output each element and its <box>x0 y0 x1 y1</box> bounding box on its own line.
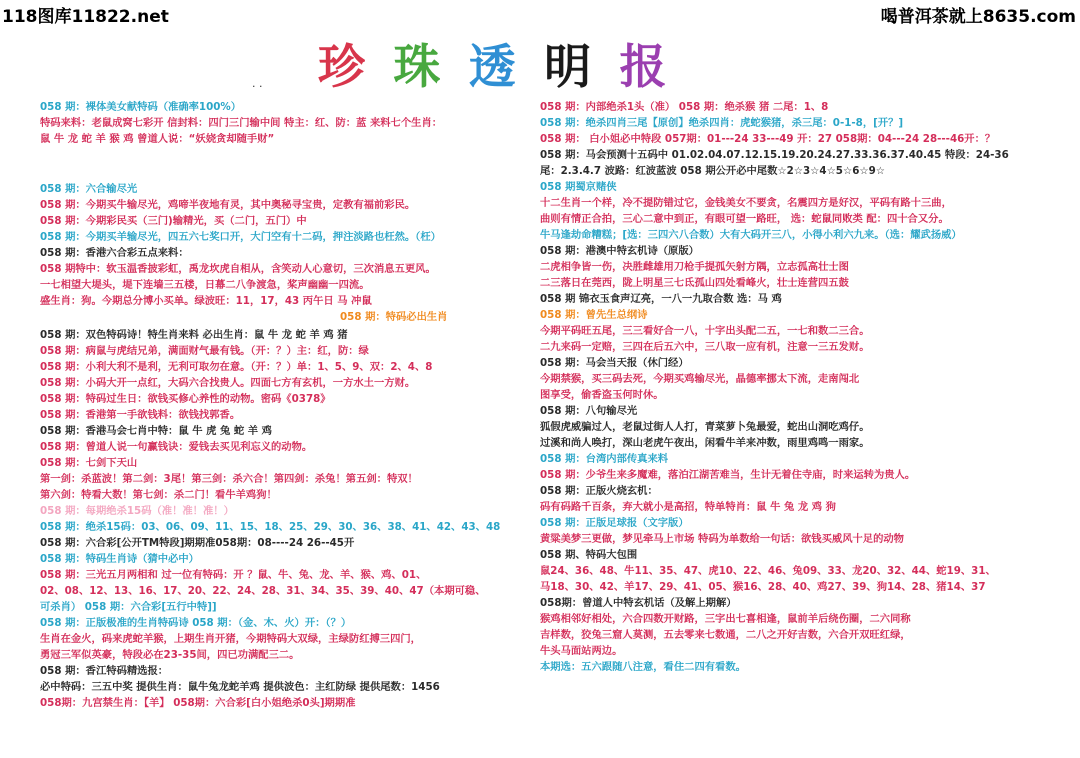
title-char: 透 <box>468 40 522 95</box>
text-line: 058 期：双色特码诗！特生肖来料 必出生肖：鼠 牛 龙 蛇 羊 鸡 猪 <box>40 329 348 341</box>
decorative-dots: . . <box>252 77 263 90</box>
title-char: 珍 <box>318 40 371 95</box>
text-line: 058 期：七剑下天山 <box>40 457 138 469</box>
text-line: 058 期：今期买羊输尽光，四五六七奖口开，大门空有十二码，押注淡路也枉然。（枉） <box>40 231 441 243</box>
text-line: 058 期、特码大包围 <box>540 549 638 561</box>
text-line: 吉样数，狡兔三窟人莫测，五去零来七数通，二八之开好吉数，六合开双旺红绿， <box>540 629 911 641</box>
text-line: 马18、30、42、羊17、29、41、05、猴16、28、40、鸡27、39、狗14、28、猪14、37 <box>540 581 986 593</box>
text-line: 黄粱美梦三更做，梦见牵马上市场 特码为单数给一句话：欲钱买威风十足的动物 <box>540 533 904 545</box>
text-line: 曲则有情正合拍，三心二意中到正，有眼可望一路旺， 选：蛇鼠同败类 配：四十合又分。 <box>540 213 949 225</box>
text-line: 058 期：正版极准的生肖特码诗 058 期：（金、木、火）开：（？） <box>40 617 352 629</box>
text-line: 第一剑：杀蓝波！第二剑：3尾！第三剑：杀六合！第四剑：杀兔！第五剑：特双！ <box>40 473 418 485</box>
text-line: 058 期：香江特码精选报： <box>40 665 169 677</box>
watermark-right: 喝普洱茶就上8635.com <box>880 7 1076 27</box>
text-line: 必中特码：三五中奖 提供生肖：鼠牛兔龙蛇羊鸡 提供波色：主红防绿 提供尾数：1456 <box>40 681 440 693</box>
text-line: 狐假虎威骗过人，老鼠过街人人打，青菜萝卜兔最爱，蛇出山洞吃鸡仔。 <box>540 421 870 433</box>
text-line: 图享受，偷香盗玉何时休。 <box>540 389 664 401</box>
text-line: 鼠24、36、48、牛11、35、47、虎10、22、46、兔09、33、龙20、32、44、蛇19、31、 <box>540 565 996 577</box>
text-line: 058 期：三光五月两相和 过一位有特码：开 ？鼠、牛、兔、龙、羊、猴、鸡、01、 <box>40 569 427 581</box>
text-line: 058 期： 白小姐必中特段 057期：01---24 33---49 开：27 058期：04---24 28---46开：？ <box>540 133 996 145</box>
text-line: 鼠 牛 龙 蛇 羊 猴 鸡 曾道人说：“妖娆贪却随手财” <box>40 133 275 145</box>
text-line: 058 期：曾道人说一句赢钱诀：爱钱去买见利忘义的动物。 <box>40 441 313 453</box>
text-line: 生肖在金火，码来虎蛇羊猴，上期生肖开猪，今期特码大双绿，主绿防红搏三四门， <box>40 633 421 645</box>
text-line: 过溪和尚人唤打，深山老虎午夜出，闲看牛羊来冲数，雨里鸡鸣一雨家。 <box>540 437 870 449</box>
text-line: 058 期特中：软玉温香披彩虹，禹龙坎虎自相从，含笑动人心意切，三次消息五更风。 <box>40 263 436 275</box>
text-line: 058 期：香港第一手欲钱料：欲钱找郭香。 <box>40 409 241 421</box>
text-line: 058 期：绝杀15码：03、06、09、11、15、18、25、29、30、36、38、41、42、43、48 <box>40 521 501 533</box>
text-line: 码有码路千百条，弃大就小是高招，特单特肖：鼠 牛 兔 龙 鸡 狗 <box>540 501 836 513</box>
title-char: 明 <box>544 40 598 95</box>
title-char: 珠 <box>393 40 447 95</box>
text-line: 猴鸡相邻好相处，六合四数开财路，三字出七喜相逢，鼠前羊后绕伤圈，二六同称 <box>540 613 911 625</box>
text-line: 058 期：少爷生来多魔难，落泊江湖苦难当，生计无着住寺庙，时来运转为贵人。 <box>540 469 916 481</box>
text-line: 058 期：小码大开一点红，大码六合找贵人。四面七方有玄机，一方水土一方财。 <box>40 377 416 389</box>
text-line: 058 期：特码过生日：欲钱买修心养性的动物。密码《0378》 <box>40 393 331 405</box>
text-line: 058 期 锦衣玉食声辽亮，一八一九取合数 选：马 鸡 <box>540 293 782 305</box>
watermark-left: 118图库11822.net <box>2 7 169 27</box>
text-line: 058 期：每期绝杀15码（准！准！准！） <box>40 505 234 517</box>
title-char: 报 <box>619 40 673 95</box>
text-line: 058 期：绝杀四肖三尾【原创】绝杀四肖：虎蛇猴猪，杀三尾：0-1-8，[开？] <box>540 117 904 129</box>
text-line: 058 期：今期买牛输尽光，鸡啼半夜地有灵，其中奥秘寻宝贵，定教有福前彩民。 <box>40 199 416 211</box>
text-line: 今期平码旺五尾，三三看好合一八，十字出头配二五，一七和数二三合。 <box>540 325 870 337</box>
text-line: 058 期：今期彩民买（三门)输精光，买（二门，五门）中 <box>40 215 307 227</box>
text-line: 058期：曾道人中特玄机话（及解上期解） <box>540 597 737 609</box>
text-line: 058 期：特码必出生肖 <box>340 311 448 323</box>
text-line: 058 期：裸体美女献特码（准确率100%） <box>40 101 242 113</box>
text-line: 058 期：香港六合彩五点来料： <box>40 247 189 259</box>
text-line: 058 期：小利大利不是利，无利可取勿在意。（开：？）单：1、5、9、双：2、4、8 <box>40 361 433 373</box>
text-line: 02、08、12、13、16、17、20、22、24、28、31、34、35、39、40、47（本期可稳、 <box>40 585 486 597</box>
text-line: 可杀肖） 058 期：六合彩[五行中特]] <box>40 601 217 613</box>
text-line: 058 期：八句输尽光 <box>540 405 638 417</box>
text-line: 第六剑：特看大数！第七剑：杀二门！看牛羊鸡狗！ <box>40 489 277 501</box>
text-line: 058 期：正版火烧玄机： <box>540 485 658 497</box>
text-line: 058 期：曾先生总纲诗 <box>540 309 648 321</box>
text-line: 牛马逢劫命糟糕；[选：三四六八合数）大有大码开三八，小得小利六九来。（选：耀武扬威） <box>540 229 962 241</box>
text-line: 二虎相争皆一伤，决胜雌雄用刀枪手提孤矢射方隅，立志孤高壮士图 <box>540 261 849 273</box>
text-line: 058 期：马会预测十五码中 01.02.04.07.12.15.19.20.24.27.33.36.37.40.45 特段：24-36 <box>540 149 1009 161</box>
text-line: 一七相望大堤头，堤下连墙三五楼，日幕二八争渡急，桨声幽幽一四流。 <box>40 279 370 291</box>
page-title <box>318 30 673 97</box>
text-line: 盛生肖：狗。今期总分博小买单。绿波旺：11，17，43 丙午日 马 冲鼠 <box>40 295 372 307</box>
text-line: 058期：九宫禁生肖：【羊】 058期：六合彩[白小姐绝杀0头]期期准 <box>40 697 356 709</box>
text-line: 058 期：台湾内部传真来料 <box>540 453 669 465</box>
text-line: 本期选：五六跟随八注意，看住二四有看数。 <box>540 661 746 673</box>
text-line: 058 期：香港马会七肖中特：鼠 牛 虎 兔 蛇 羊 鸡 <box>40 425 272 437</box>
text-line: 058 期：六合彩[公开TM特段]期期准058期：08----24 26--45开 <box>40 537 355 549</box>
text-line: 牛头马面站两边。 <box>540 645 623 657</box>
text-line: 二三落日在莞西，陇上明星三七氐孤山四处看峰火，壮士连营四五鼓 <box>540 277 849 289</box>
text-line: 058 期：特码生肖诗（猜中必中） <box>40 553 199 565</box>
text-line: 058 期：病鼠与虎结兄弟，满面财气最有钱。（开：？）主：红，防：绿 <box>40 345 369 357</box>
text-line: 058 期：正版足球报（文字版） <box>540 517 689 529</box>
text-line: 特码来料：老鼠成窝七彩开 信封料：四门三门输中间 特主：红、防：蓝 来料七个生肖： <box>40 117 443 129</box>
text-line: 058 期：马会当天报（休门经） <box>540 357 689 369</box>
text-line: 尾：2.3.4.7 波路：红波蓝波 058 期公开必中尾数☆2☆3☆4☆5☆6☆9☆ <box>540 165 885 177</box>
text-line: 二九来码一定赔，三四在后五六中，三八取一应有机，注意一三五发财。 <box>540 341 870 353</box>
text-line: 勇冠三军似英豪，特段必在23-35间，四已功满配三二。 <box>40 649 300 661</box>
text-line: 058 期蜀京赌侠 <box>540 181 617 193</box>
text-line: 058 期：内部绝杀1头（准） 058 期：绝杀猴 猪 二尾：1、8 <box>540 101 829 113</box>
text-line: 058 期：港澳中特玄机诗（原版） <box>540 245 699 257</box>
text-line: 058 期：六合输尽光 <box>40 183 138 195</box>
text-line: 十二生肖一个样，冷不提防错过它，金钱美女不要贪，名震四方是好汉，平码有路十三曲， <box>540 197 952 209</box>
text-line: 今期禁猴，买三码去死，今期买鸡输尽光，晶德率挪太下流，走南闯北 <box>540 373 860 385</box>
